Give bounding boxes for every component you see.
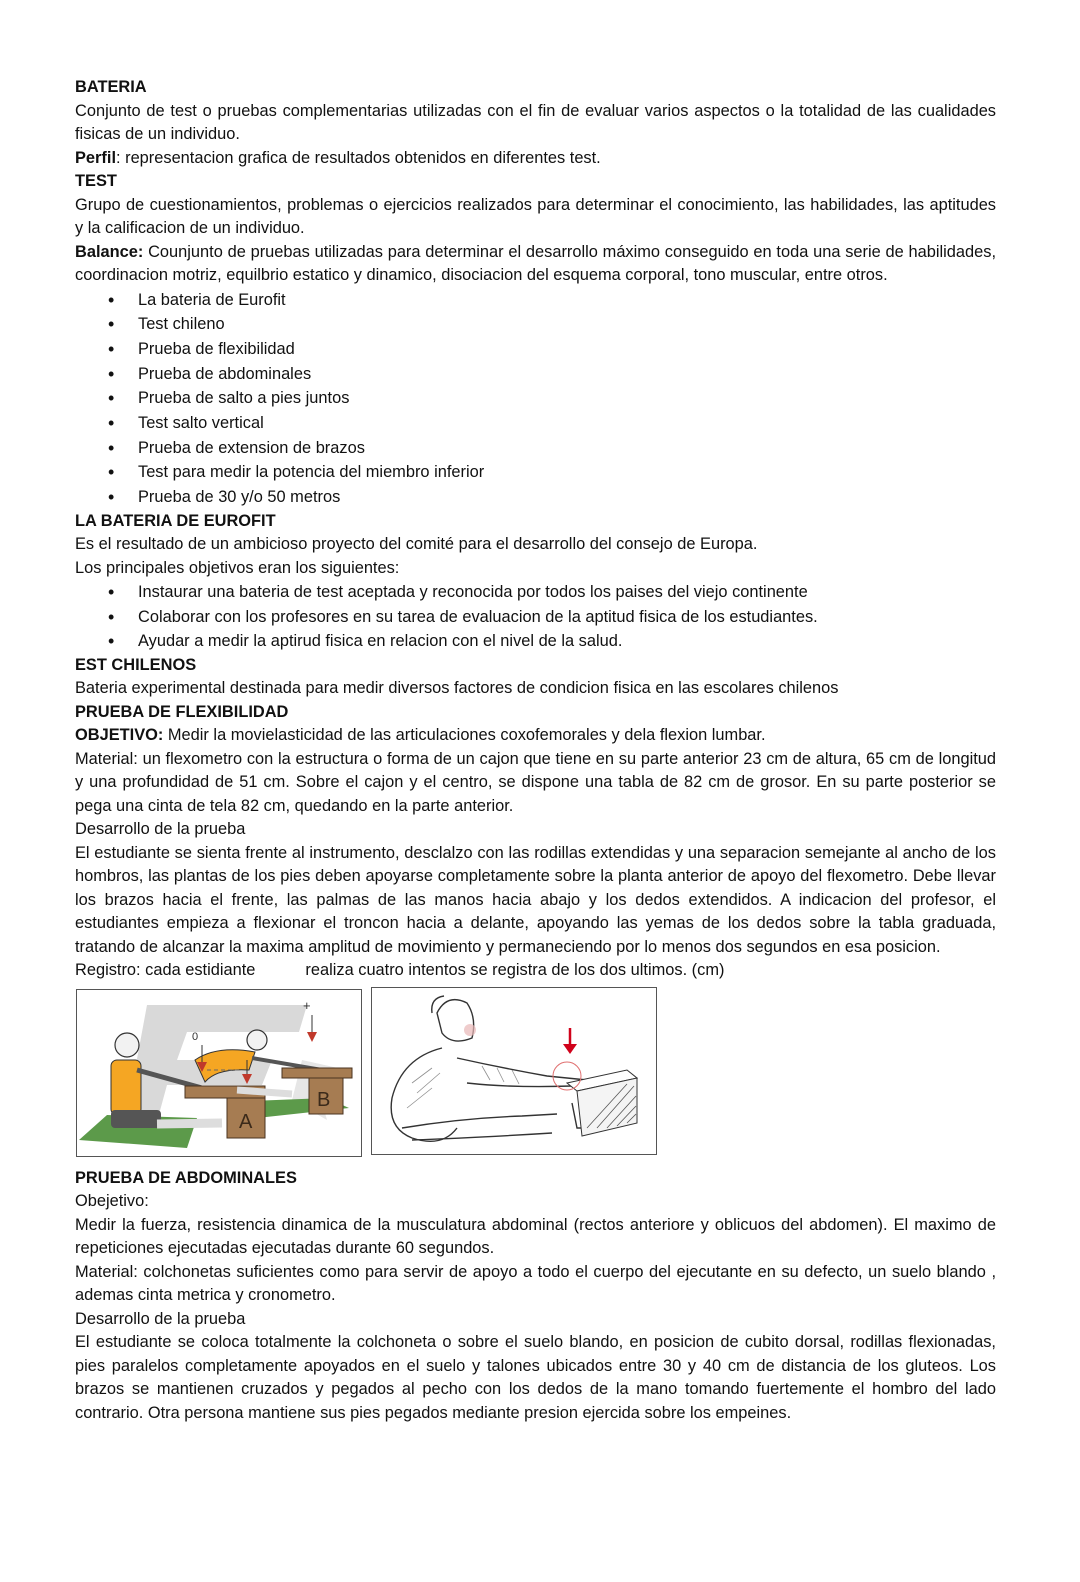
list-item: • Prueba de extension de brazos [75,436,996,461]
abdominales-desarrollo: El estudiante se coloca totalmente la colchoneta o sobre el suelo blando, en posicion de cubito dorsal, rodillas flexionadas, pies paralelos completamente apoyados en el suelo y talones ubicados entre 30 y 40 cm de distancia de los gluteos. Los brazos se mantienen cruzados y pegados al pecho con los dedos de la mano tomando fuertemente el hombro del lado contrario. Otra persona mantiene sus pies pegados mediante presion ejercida sobre los empeines. [75,1333,996,1422]
balance-text: Counjunto de pruebas utilizadas para determinar el desarrollo máximo conseguido en toda una serie de habilidades, coordinacion motriz, equilbrio estatico y dinamico, disociacion del esquema corporal, tono muscular, entre otros. [75,242,996,284]
plus-label: + [303,997,311,1013]
heading-bateria: BATERIA [75,78,147,96]
flexibilidad-desarrollo-heading: Desarrollo de la prueba [75,820,246,839]
heading-chilenos: EST CHILENOS [75,655,197,674]
flexibilidad-objetivo [75,724,996,748]
eurofit-intro: Es el resultado de un ambicioso proyecto del comité para el desarrollo del consejo de Europa. [75,535,758,554]
perfil-paragraph [75,147,996,171]
list-item: • Test para medir la potencia del miembro inferior [75,460,996,485]
heading-flexibilidad: PRUEBA DE FLEXIBILIDAD [75,702,289,721]
heading-test: TEST [75,172,117,190]
list-item: • Colaborar con los profesores en su tarea de evaluacion de la aptitud fisica de los estudiantes. [75,605,996,630]
flexibilidad-registro [75,959,996,983]
registro-part-b: realiza cuatro intentos se registra de los dos ultimos. (cm) [305,961,725,980]
perfil-label: Perfil [75,148,116,167]
arrow-down-icon [307,1032,317,1042]
bateria-definition: Conjunto de test o pruebas complementarias utilizadas con el fin de evaluar varios aspectos o la totalidad de las cualidades fisicas de un individuo. [75,101,996,143]
list-item: • La bateria de Eurofit [75,288,996,313]
balance-label: Balance: [75,242,144,261]
list-item: • Prueba de flexibilidad [75,337,996,362]
heading-abdominales: PRUEBA DE ABDOMINALES [75,1168,297,1187]
list-item: • Prueba de salto a pies juntos [75,386,996,411]
arrow-down-icon [563,1044,577,1054]
box-a-label: A [239,1110,253,1133]
flexibilidad-desarrollo: El estudiante se sienta frente al instrumento, desclalzo con las rodillas extendidas y una separacion semejante al ancho de los hombros, las plantas de los pies deben apoyarse completamente sobre la planta anterior de apoyo del flexometro. Debe llevar los brazos hacia el frente, las palmas de las manos hacia abajo y los dedos extendidos. A indicacion del profesor, el estudiantes empieza a flexionar el troncon hacia a delante, apoyando las yemas de los dedos sobre la tabla graduada, tratando de alcanzar la maxima amplitud de movimiento y permaneciendo por lo menos dos segundos en esa posicion. [75,843,996,956]
document-page [75,76,996,1425]
list-item: • Prueba de 30 y/o 50 metros [75,485,996,510]
figures-row [75,985,996,1161]
flexibilidad-material: Material: un flexometro con la estructura o forma de un cajon que tiene en su parte anterior 23 cm de altura, 65 cm de longitud y una profundidad de 51 cm. Sobre el cajon y el centro, se dispone una tabla de 82 cm de grosor. En su parte posterior se pega una cinta de tela 82 cm, quedando en la parte anterior. [75,749,996,815]
list-item: • Prueba de abdominales [75,362,996,387]
sit-and-reach-illustration [77,990,361,1156]
list-item: • Ayudar a medir la aptirud fisica en relacion con el nivel de la salud. [75,629,996,654]
figure-sit-and-reach-ab [76,989,362,1157]
objetivo-label: OBJETIVO: [75,726,164,745]
eurofit-objectives-list [75,580,996,654]
registro-part-a: Registro: cada estidiante [75,961,256,980]
abdominales-objetivo-label: Obejetivo: [75,1192,149,1211]
perfil-text: : representacion grafica de resultados obtenidos en diferentes test. [116,148,601,167]
list-item: • Test salto vertical [75,411,996,436]
abdominales-desarrollo-heading: Desarrollo de la prueba [75,1309,246,1328]
figure-flexometer-sketch [371,987,657,1155]
objetivo-text: Medir la movielasticidad de las articulaciones coxofemorales y dela flexion lumbar. [163,726,766,745]
chilenos-text: Bateria experimental destinada para medir diversos factores de condicion fisica en las escolares chilenos [75,679,839,698]
abdominales-material: Material: colchonetas suficientes como para servir de apoyo a todo el cuerpo del ejecutante en su defecto, un suelo blando , ademas cinta metrica y cronometro. [75,1262,996,1305]
abdominales-objetivo: Medir la fuerza, resistencia dinamica de la musculatura abdominal (rectos anteriore y oblicuos del abdomen). El maximo de repeticiones ejecutadas ejecutadas durante 60 segundos. [75,1215,996,1258]
eurofit-objectives-intro: Los principales objetivos eran los siguientes: [75,558,400,577]
box-b-label: B [317,1088,331,1111]
test-definition: Grupo de cuestionamientos, problemas o ejercicios realizados para determinar el conocimiento, las habilidades, las aptitudes y la calificacion de un individuo. [75,195,996,237]
list-item: • Instaurar una bateria de test aceptada y reconocida por todos los paises del viejo continente [75,580,996,605]
heading-eurofit: LA BATERIA DE EUROFIT [75,511,276,530]
test-list [75,288,996,510]
list-item: • Test chileno [75,312,996,337]
balance-paragraph [75,241,996,288]
zero-label: 0 [192,1030,199,1043]
flexometer-sketch-illustration [372,988,656,1154]
